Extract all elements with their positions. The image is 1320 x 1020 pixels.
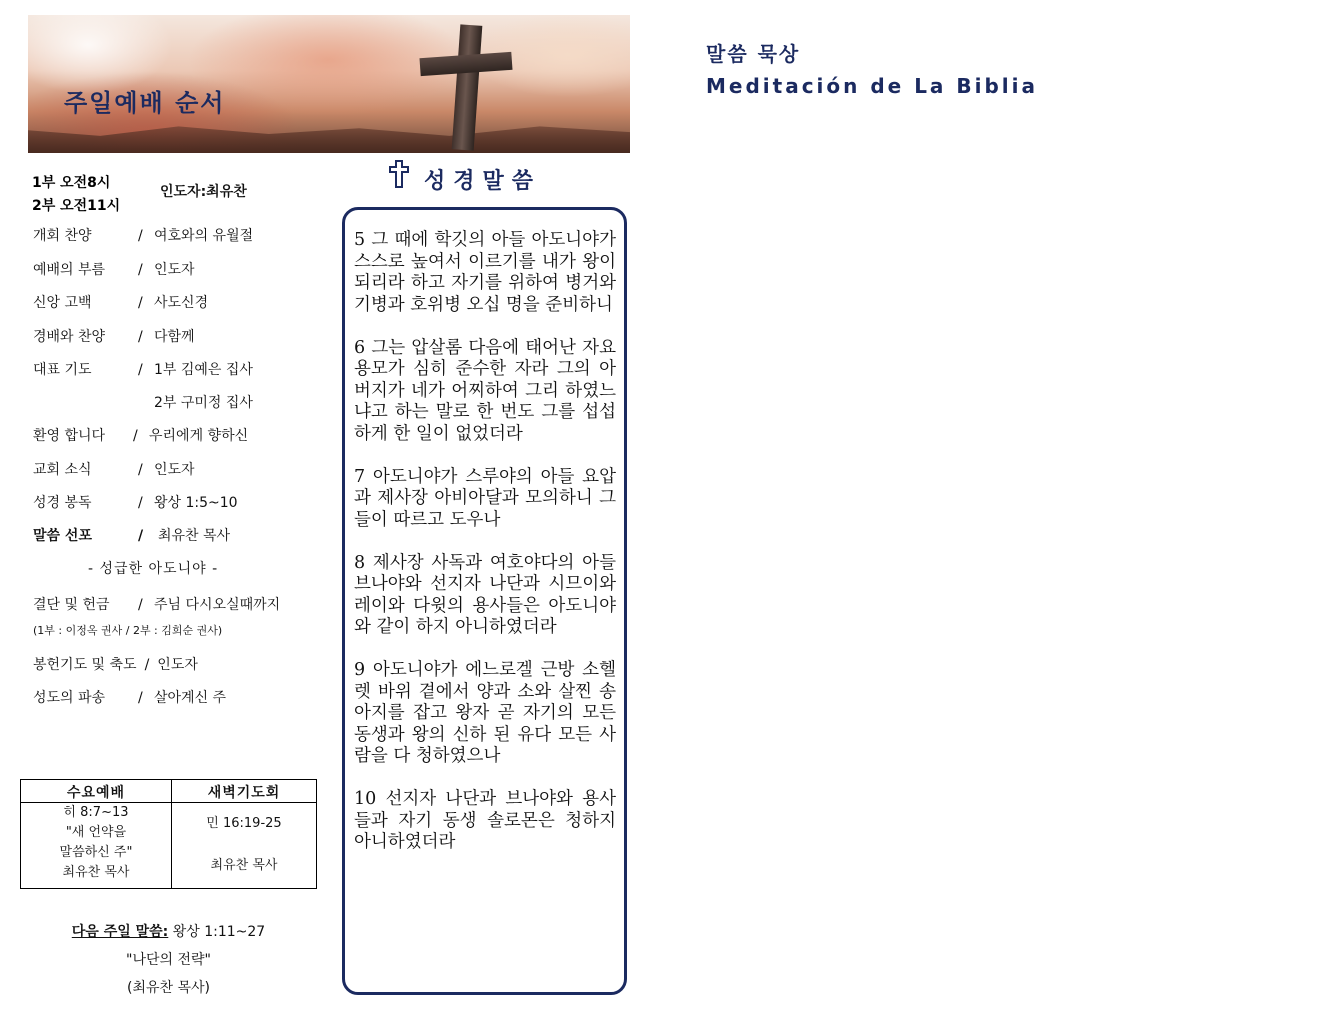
order-label: 성경 봉독 [33,495,92,511]
order-row [33,459,195,479]
verse: 8 제사장 사독과 여호야다의 아들 브나야와 선지자 나단과 시므이와 레이와 다윗의 용사들은 아도니야와 같이 하지 아니하였더라 [354,552,616,637]
wed-service-details [21,803,171,883]
next-week-ref: 왕상 1:11~27 [172,924,266,940]
order-sep: / [133,428,138,444]
order-row [33,594,280,614]
order-row [33,259,195,279]
order-sep: / [138,228,143,244]
verse: 9 아도니야가 에느로겔 근방 소헬렛 바위 곁에서 양과 소와 살찐 송아지를 잡고 왕자 곧 자기의 모든 동생과 왕의 신하 된 유다 모든 사람을 다 청하였으나 [354,660,616,766]
meditation-title: 말씀 묵상 [706,42,801,66]
verse: 10 선지자 나단과 브나야와 용사들과 자기 동생 솔로몬은 청하지 아니하였더라 [354,789,616,852]
order-sep: / [144,657,150,673]
order-row [33,326,195,346]
order-value: 왕상 1:5~10 [154,495,238,511]
order-sep: / [138,528,144,544]
next-week-sermon [20,918,317,1002]
order-label: 말씀 선포 [33,528,92,544]
order-value: 살아계신 주 [154,690,227,706]
order-value: 다함께 [154,329,195,345]
order-sep: / [138,690,143,706]
order-label: 개회 찬양 [33,228,92,244]
order-sep: / [138,462,143,478]
order-value: 최유찬 목사 [158,528,231,544]
service-second-time: 2부 오전11시 [32,198,121,214]
order-value: 인도자 [154,462,195,478]
cross-icon [388,160,410,194]
order-label: 대표 기도 [33,362,92,378]
order-row [33,225,253,245]
banner-hills [28,115,630,153]
order-label: 결단 및 헌금 [33,597,110,613]
verse: 5 그 때에 학깃의 아들 아도니야가 스스로 높여서 이르기를 내가 왕이 되리라 하고 자기를 위하여 병거와 기병과 호위병 오십 명을 준비하니 [354,230,616,315]
order-sep: / [138,329,143,345]
scripture-verses [354,230,616,875]
header-banner [28,15,630,153]
cross-icon [452,24,483,150]
order-sep: / [138,597,143,613]
dawn-prayer-header: 새벽기도회 [207,785,281,801]
order-row [33,292,208,312]
wed-line: 최유찬 목사 [62,865,130,880]
next-week-title: "나단의 전략" [126,952,211,968]
order-value: 사도신경 [154,295,209,311]
order-value: 인도자 [157,657,198,673]
order-row [33,392,253,412]
weekday-services-table [20,779,317,889]
order-label: 예배의 부름 [33,262,106,278]
verse: 7 아도니야가 스루야의 아들 요압과 제사장 아비아달과 모의하니 그들이 따르고 도우나 [354,466,616,530]
order-row [33,687,226,707]
scripture-heading [388,160,541,195]
order-value: 1부 김예은 집사 [154,362,253,378]
dawn-prayer-details [171,814,317,876]
order-value: 2부 구미정 집사 [154,395,253,411]
next-week-preacher: (최유찬 목사) [127,980,210,996]
banner-title: 주일예배 순서 [64,89,226,117]
meditation-subtitle: Meditación de La Biblia [706,74,1039,98]
order-label: 경배와 찬양 [33,329,106,345]
next-week-label: 다음 주일 말씀: [71,924,169,940]
service-first-time: 1부 오전8시 [32,175,111,191]
order-label: 환영 합니다 [33,428,106,444]
cross-beam [419,52,512,76]
order-label: 성도의 파송 [33,690,106,706]
order-row [33,425,248,445]
sermon-title: - 성급한 아도니야 - [88,561,219,577]
order-sep: / [138,495,143,511]
dawn-line: 민 16:19-25 [206,816,282,831]
order-value: 주님 다시오실때까지 [154,597,281,613]
service-leader: 인도자:최유찬 [160,184,247,200]
wed-line: 히 8:7~13 [63,805,129,820]
wed-service-header: 수요예배 [66,785,126,801]
order-value: 우리에게 향하신 [149,428,249,444]
verse: 6 그는 압살롬 다음에 태어난 자요 용모가 심히 준수한 자라 그의 아버지가 네가 어찌하여 그리 하였느냐고 하는 말로 한 번도 그를 섭섭하게 한 일이 없었더라 [354,337,616,444]
scripture-heading-text: 성경말씀 [424,169,542,194]
order-sep: / [138,262,143,278]
order-sep: / [138,362,143,378]
offering-note: (1부 : 이정옥 권사 / 2부 : 김희순 권사) [33,624,223,637]
wed-line: 말씀하신 주" [59,845,133,860]
order-row-sermon [33,525,230,545]
order-row [33,492,238,512]
order-row [33,654,198,674]
dawn-line: 최유찬 목사 [210,858,278,873]
order-value: 인도자 [154,262,195,278]
order-label: 교회 소식 [33,462,92,478]
wed-line: "새 언약을 [65,825,127,840]
order-row [33,359,253,379]
order-value: 여호와의 유월절 [154,228,254,244]
order-label: 봉헌기도 및 축도 [33,657,137,673]
order-sep: / [138,295,143,311]
order-label: 신앙 고백 [33,295,92,311]
